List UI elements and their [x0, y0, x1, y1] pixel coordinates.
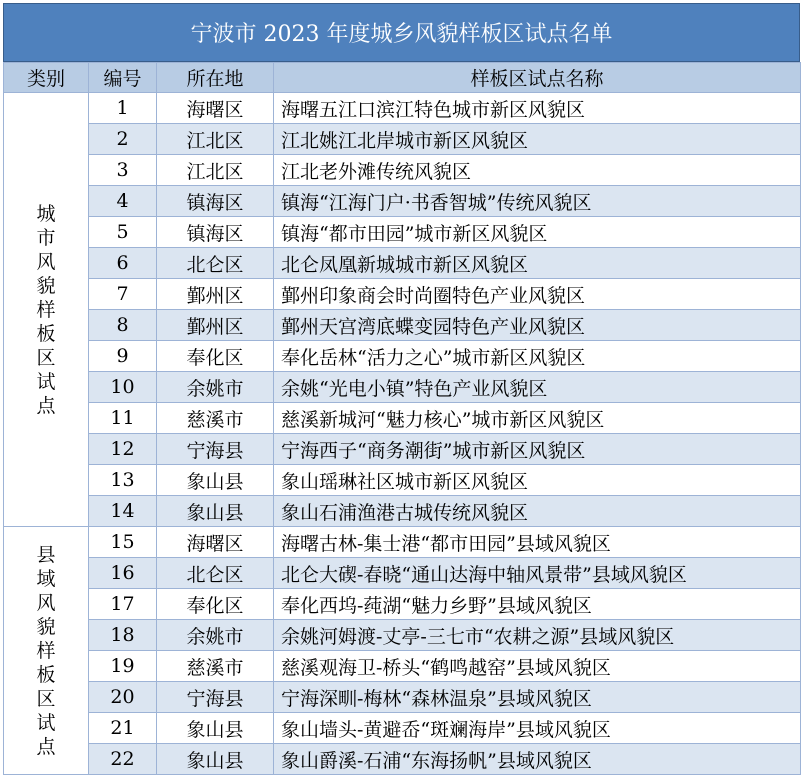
table-row [4, 558, 801, 589]
header-name: 样板区试点名称 [274, 63, 801, 93]
location-cell: 北仑区 [157, 558, 274, 589]
number-cell: 1 [89, 93, 157, 124]
number-cell: 14 [89, 496, 157, 527]
table-row [4, 713, 801, 744]
table-row [4, 93, 801, 124]
number-cell: 5 [89, 217, 157, 248]
location-cell: 宁海县 [157, 682, 274, 713]
location-cell: 宁海县 [157, 434, 274, 465]
table-row [4, 465, 801, 496]
header-category: 类别 [4, 63, 89, 93]
table-row [4, 155, 801, 186]
table-row [4, 651, 801, 682]
name-cell: 北仑大碶-春晓“通山达海中轴风景带”县域风貌区 [274, 558, 801, 589]
number-cell: 12 [89, 434, 157, 465]
location-cell: 鄞州区 [157, 279, 274, 310]
name-cell: 象山石浦渔港古城传统风貌区 [274, 496, 801, 527]
table-row [4, 527, 801, 558]
location-cell: 慈溪市 [157, 651, 274, 682]
number-cell: 3 [89, 155, 157, 186]
name-cell: 江北姚江北岸城市新区风貌区 [274, 124, 801, 155]
pilot-list-document [3, 3, 800, 775]
location-cell: 余姚市 [157, 372, 274, 403]
number-cell: 10 [89, 372, 157, 403]
location-cell: 象山县 [157, 496, 274, 527]
name-cell: 海曙古林-集士港“都市田园”县域风貌区 [274, 527, 801, 558]
table-row [4, 682, 801, 713]
number-cell: 17 [89, 589, 157, 620]
number-cell: 4 [89, 186, 157, 217]
location-cell: 鄞州区 [157, 310, 274, 341]
location-cell: 江北区 [157, 155, 274, 186]
location-cell: 象山县 [157, 465, 274, 496]
location-cell: 余姚市 [157, 620, 274, 651]
number-cell: 11 [89, 403, 157, 434]
name-cell: 海曙五江口滨江特色城市新区风貌区 [274, 93, 801, 124]
table-row [4, 589, 801, 620]
table-row [4, 403, 801, 434]
number-cell: 13 [89, 465, 157, 496]
name-cell: 奉化岳林“活力之心”城市新区风貌区 [274, 341, 801, 372]
table-row [4, 744, 801, 775]
name-cell: 宁海深甽-梅林“森林温泉”县域风貌区 [274, 682, 801, 713]
name-cell: 象山爵溪-石浦“东海扬帆”县域风貌区 [274, 744, 801, 775]
table-row [4, 341, 801, 372]
table-row [4, 434, 801, 465]
location-cell: 奉化区 [157, 589, 274, 620]
number-cell: 20 [89, 682, 157, 713]
number-cell: 18 [89, 620, 157, 651]
location-cell: 象山县 [157, 713, 274, 744]
number-cell: 21 [89, 713, 157, 744]
location-cell: 奉化区 [157, 341, 274, 372]
document-title: 宁波市 2023 年度城乡风貌样板区试点名单 [3, 3, 800, 62]
number-cell: 16 [89, 558, 157, 589]
number-cell: 8 [89, 310, 157, 341]
number-cell: 9 [89, 341, 157, 372]
number-cell: 19 [89, 651, 157, 682]
table-row [4, 279, 801, 310]
location-cell: 海曙区 [157, 93, 274, 124]
location-cell: 象山县 [157, 744, 274, 775]
name-cell: 慈溪观海卫-桥头“鹤鸣越窑”县域风貌区 [274, 651, 801, 682]
table-row [4, 496, 801, 527]
name-cell: 江北老外滩传统风貌区 [274, 155, 801, 186]
name-cell: 北仑凤凰新城城市新区风貌区 [274, 248, 801, 279]
name-cell: 奉化西坞-莼湖“魅力乡野”县域风貌区 [274, 589, 801, 620]
number-cell: 2 [89, 124, 157, 155]
category-label: 城市风貌样板区试点 [36, 202, 56, 417]
number-cell: 22 [89, 744, 157, 775]
name-cell: 余姚河姆渡-丈亭-三七市“农耕之源”县域风貌区 [274, 620, 801, 651]
name-cell: 象山瑶琳社区城市新区风貌区 [274, 465, 801, 496]
table-row [4, 310, 801, 341]
name-cell: 宁海西子“商务潮街”城市新区风貌区 [274, 434, 801, 465]
name-cell: 鄞州印象商会时尚圈特色产业风貌区 [274, 279, 801, 310]
table-row [4, 217, 801, 248]
name-cell: 镇海“都市田园”城市新区风貌区 [274, 217, 801, 248]
location-cell: 慈溪市 [157, 403, 274, 434]
category-cell [4, 527, 89, 775]
header-number: 编号 [89, 63, 157, 93]
header-row [4, 63, 801, 93]
table-row [4, 620, 801, 651]
table-row [4, 186, 801, 217]
pilot-table [3, 62, 801, 775]
number-cell: 6 [89, 248, 157, 279]
name-cell: 镇海“江海门户·书香智城”传统风貌区 [274, 186, 801, 217]
name-cell: 余姚“光电小镇”特色产业风貌区 [274, 372, 801, 403]
name-cell: 鄞州天宫湾底蝶变园特色产业风貌区 [274, 310, 801, 341]
location-cell: 镇海区 [157, 217, 274, 248]
name-cell: 象山墙头-黄避岙“斑斓海岸”县域风貌区 [274, 713, 801, 744]
table-row [4, 372, 801, 403]
location-cell: 北仑区 [157, 248, 274, 279]
table-row [4, 248, 801, 279]
table-body [4, 93, 801, 775]
location-cell: 海曙区 [157, 527, 274, 558]
location-cell: 镇海区 [157, 186, 274, 217]
category-label: 县域风貌样板区试点 [36, 543, 56, 758]
header-location: 所在地 [157, 63, 274, 93]
number-cell: 7 [89, 279, 157, 310]
location-cell: 江北区 [157, 124, 274, 155]
name-cell: 慈溪新城河“魅力核心”城市新区风貌区 [274, 403, 801, 434]
category-cell [4, 93, 89, 527]
table-row [4, 124, 801, 155]
number-cell: 15 [89, 527, 157, 558]
